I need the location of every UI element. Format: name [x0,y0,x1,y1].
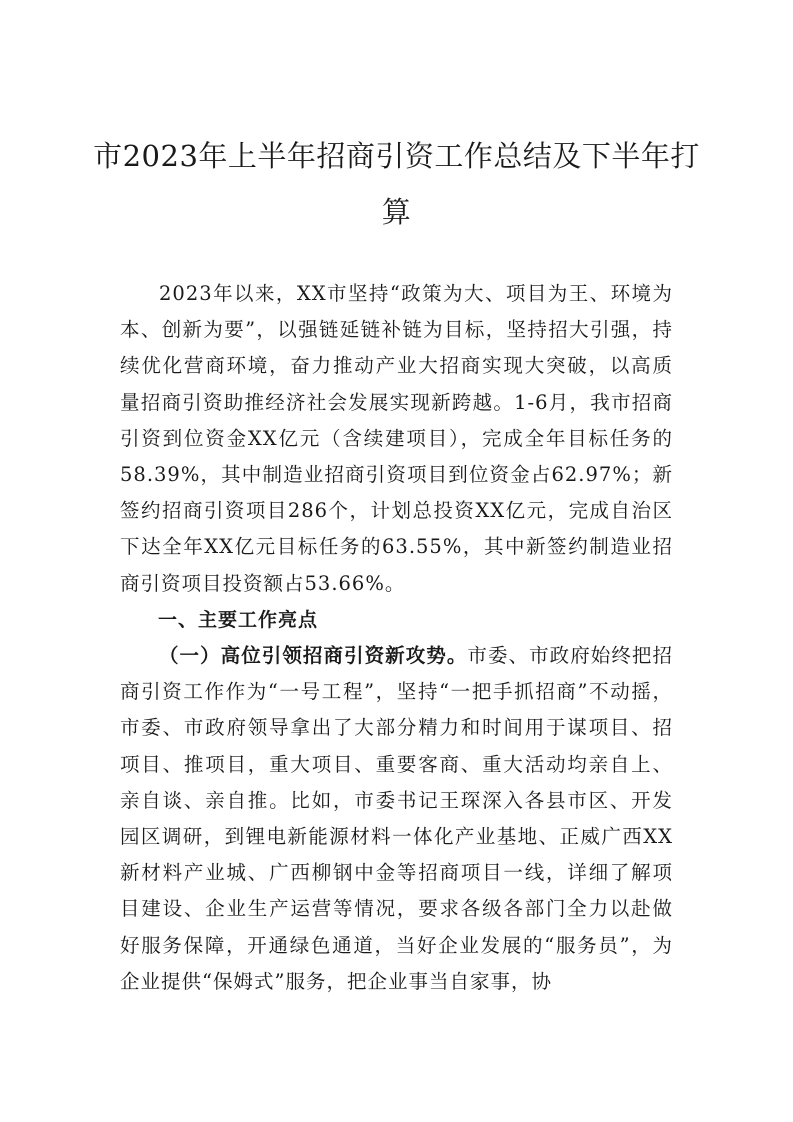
subsection-lead: （一）高位引领招商引资新攻势。 [159,644,468,668]
intro-paragraph: 2023年以来，XX市坚持“政策为大、项目为王、环境为本、创新为要”，以强链延链补链为目标，坚持招大引强，持续优化营商环境，奋力推动产业大招商实现大突破，以高质量招商引资助推经济社会发展实现新跨越。1-6月，我市招商引资到位资金XX亿元（含续建项目），完成全年目标任务的58.39%，其中制造业招商引资项目到位资金占62.97%；新签约招商引资项目286个，计划总投资XX亿元，完成自治区下达全年XX亿元目标任务的63.55%，其中新签约制造业招商引资项目投资额占53.66%。 [120,282,673,595]
subsection-text: 市委、市政府始终把招商引资工作作为“一号工程”，坚持“一把手抓招商”不动摇，市委、市政府领导拿出了大部分精力和时间用于谋项目、招项目、推项目，重大项目、重要客商、重大活动均亲自上、亲自谈、亲自推。比如，市委书记王琛深入各县市区、开发园区调研，到锂电新能源材料一体化产业基地、正威广西XX新材料产业城、广西柳钢中金等招商项目一线，详细了解项目建设、企业生产运营等情况，要求各级各部门全力以赴做好服务保障，开通绿色通道，当好企业发展的“服务员”，为企业提供“保姆式”服务，把企业事当自家事，协 [120,644,673,993]
subsection-paragraph [120,638,673,1000]
section-heading: 一、主要工作亮点 [158,608,319,631]
document-body [120,276,673,1000]
document-title: 市2023年上半年招商引资工作总结及下半年打算 [93,139,700,229]
